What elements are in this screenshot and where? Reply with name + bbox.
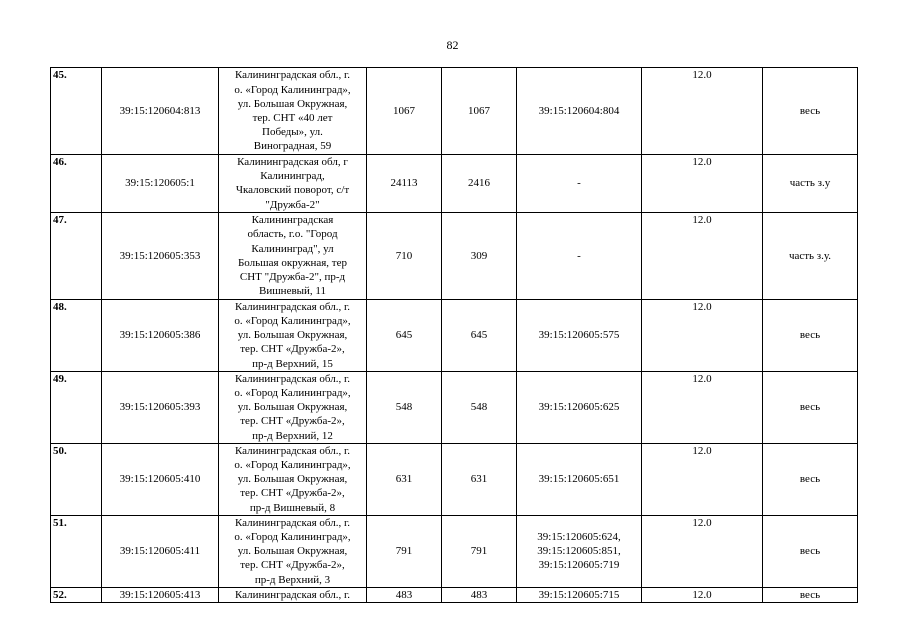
address-line: Калининград,: [260, 170, 325, 183]
address-line: о. «Город Калининград»,: [234, 315, 351, 328]
area-total: 631: [367, 443, 442, 515]
area-affected: 483: [442, 587, 517, 602]
scope: весь: [763, 443, 858, 515]
table-body: [51, 68, 858, 603]
address-line: ул. Большая Окружная,: [237, 401, 348, 414]
row-number: 48.: [51, 299, 102, 371]
code: 12.0: [642, 587, 763, 602]
table-row: [51, 371, 858, 443]
address-line: Большая окружная, тер: [237, 256, 347, 269]
address-line: пр-д Вишневый, 8: [249, 501, 336, 514]
address-line: ул. Большая Окружная,: [237, 329, 348, 342]
area-affected: 309: [442, 212, 517, 299]
row-number: 50.: [51, 443, 102, 515]
area-affected: 631: [442, 443, 517, 515]
address-line: Калининградская обл., г.: [234, 516, 351, 529]
address: [219, 371, 367, 443]
address-line: тер. СНТ «Дружба-2»,: [240, 559, 345, 572]
address-line: "Дружба-2": [265, 198, 320, 211]
address: [219, 515, 367, 587]
cadastral-number: 39:15:120605:393: [102, 371, 219, 443]
address-line: Вишневый, 11: [258, 285, 327, 298]
cadastral-number: 39:15:120605:353: [102, 212, 219, 299]
page-number: 82: [446, 38, 459, 52]
related-cadastral-line: 39:15:120605:575: [538, 329, 620, 342]
area-total: 710: [367, 212, 442, 299]
related-cadastral-line: 39:15:120605:625: [538, 401, 620, 414]
address-line: Виноградная, 59: [253, 140, 332, 153]
address-line: Чкаловский поворот, с/т: [235, 184, 350, 197]
table-row: [51, 515, 858, 587]
code: 12.0: [642, 443, 763, 515]
address-line: тер. СНТ «40 лет: [252, 112, 333, 124]
area-total: 24113: [367, 155, 442, 213]
code: 12.0: [642, 371, 763, 443]
row-number: 47.: [51, 212, 102, 299]
address-line: о. «Город Калининград»,: [234, 531, 351, 544]
related-cadastral-line: 39:15:120605:624,: [537, 531, 621, 544]
row-number: 49.: [51, 371, 102, 443]
address-line: Калининградская обл., г.: [234, 372, 351, 385]
cadastral-number: 39:15:120605:410: [102, 443, 219, 515]
address-line: пр-д Верхний, 15: [252, 357, 333, 370]
related-cadastral: [517, 587, 642, 602]
address: [219, 443, 367, 515]
scope: весь: [763, 515, 858, 587]
table-row: [51, 68, 858, 155]
address-line: о. «Город Калининград»,: [234, 387, 351, 400]
address: [219, 68, 367, 155]
address-line: Калининградская: [251, 214, 334, 227]
address-line: Калининградская обл., г.: [234, 69, 351, 82]
address-line: Калининград", ул: [251, 242, 334, 255]
related-cadastral-line: -: [577, 177, 581, 190]
address-line: ул. Большая Окружная,: [237, 473, 348, 486]
address: [219, 212, 367, 299]
cadastral-number: 39:15:120605:413: [102, 587, 219, 602]
scope: весь: [763, 299, 858, 371]
table-row: [51, 443, 858, 515]
address-line: тер. СНТ «Дружба-2»,: [240, 343, 345, 356]
table-row: [51, 155, 858, 213]
address: [219, 155, 367, 213]
area-affected: 645: [442, 299, 517, 371]
area-total: 1067: [367, 68, 442, 155]
area-affected: 548: [442, 371, 517, 443]
cadastral-number: 39:15:120605:411: [102, 515, 219, 587]
area-total: 483: [367, 587, 442, 602]
address: [219, 299, 367, 371]
related-cadastral-line: -: [577, 249, 581, 262]
scope: весь: [763, 371, 858, 443]
address: [219, 587, 367, 602]
code: 12.0: [642, 155, 763, 213]
address-line: область, г.о. "Город: [247, 228, 338, 241]
scope: часть з.у: [763, 155, 858, 213]
code: 12.0: [642, 68, 763, 155]
area-affected: 2416: [442, 155, 517, 213]
related-cadastral: [517, 515, 642, 587]
related-cadastral: [517, 443, 642, 515]
cadastral-number: 39:15:120605:1: [102, 155, 219, 213]
scope: весь: [763, 587, 858, 602]
address-line: о. «Город Калининград»,: [234, 83, 351, 96]
land-plot-table: [50, 67, 858, 603]
area-total: 548: [367, 371, 442, 443]
related-cadastral-line: 39:15:120605:719: [538, 559, 620, 572]
related-cadastral: [517, 371, 642, 443]
related-cadastral: [517, 299, 642, 371]
address-line: пр-д Верхний, 12: [252, 429, 333, 442]
related-cadastral-line: 39:15:120605:715: [538, 588, 620, 601]
cadastral-number: 39:15:120604:813: [102, 68, 219, 155]
address-line: пр-д Верхний, 3: [254, 573, 331, 586]
address-line: тер. СНТ «Дружба-2»,: [240, 487, 345, 500]
related-cadastral: [517, 155, 642, 213]
area-affected: 791: [442, 515, 517, 587]
address-line: Калининградская обл., г.: [234, 300, 351, 313]
area-affected: 1067: [442, 68, 517, 155]
cadastral-number: 39:15:120605:386: [102, 299, 219, 371]
address-line: о. «Город Калининград»,: [234, 459, 351, 472]
code: 12.0: [642, 212, 763, 299]
address-line: ул. Большая Окружная,: [237, 97, 348, 110]
address-line: ул. Большая Окружная,: [237, 545, 348, 558]
scope: весь: [763, 68, 858, 155]
related-cadastral-line: 39:15:120605:851,: [537, 545, 621, 558]
address-line: СНТ "Дружба-2", пр-д: [239, 271, 346, 284]
area-total: 791: [367, 515, 442, 587]
code: 12.0: [642, 515, 763, 587]
address-line: Победы», ул.: [262, 126, 323, 139]
row-number: 45.: [51, 68, 102, 155]
row-number: 51.: [51, 515, 102, 587]
related-cadastral: [517, 68, 642, 155]
row-number: 46.: [51, 155, 102, 213]
address-line: Калининградская обл., г.: [234, 444, 351, 457]
code: 12.0: [642, 299, 763, 371]
address-line: Калининградская обл., г.: [234, 588, 351, 601]
table-row: [51, 299, 858, 371]
area-total: 645: [367, 299, 442, 371]
table-row: [51, 587, 858, 602]
address-line: Калининградская обл, г: [237, 156, 348, 168]
related-cadastral: [517, 212, 642, 299]
scope: часть з.у.: [763, 212, 858, 299]
related-cadastral-line: 39:15:120605:651: [538, 473, 620, 486]
related-cadastral-line: 39:15:120604:804: [538, 104, 620, 117]
table-row: [51, 212, 858, 299]
address-line: тер. СНТ «Дружба-2»,: [240, 415, 345, 428]
row-number: 52.: [51, 587, 102, 602]
